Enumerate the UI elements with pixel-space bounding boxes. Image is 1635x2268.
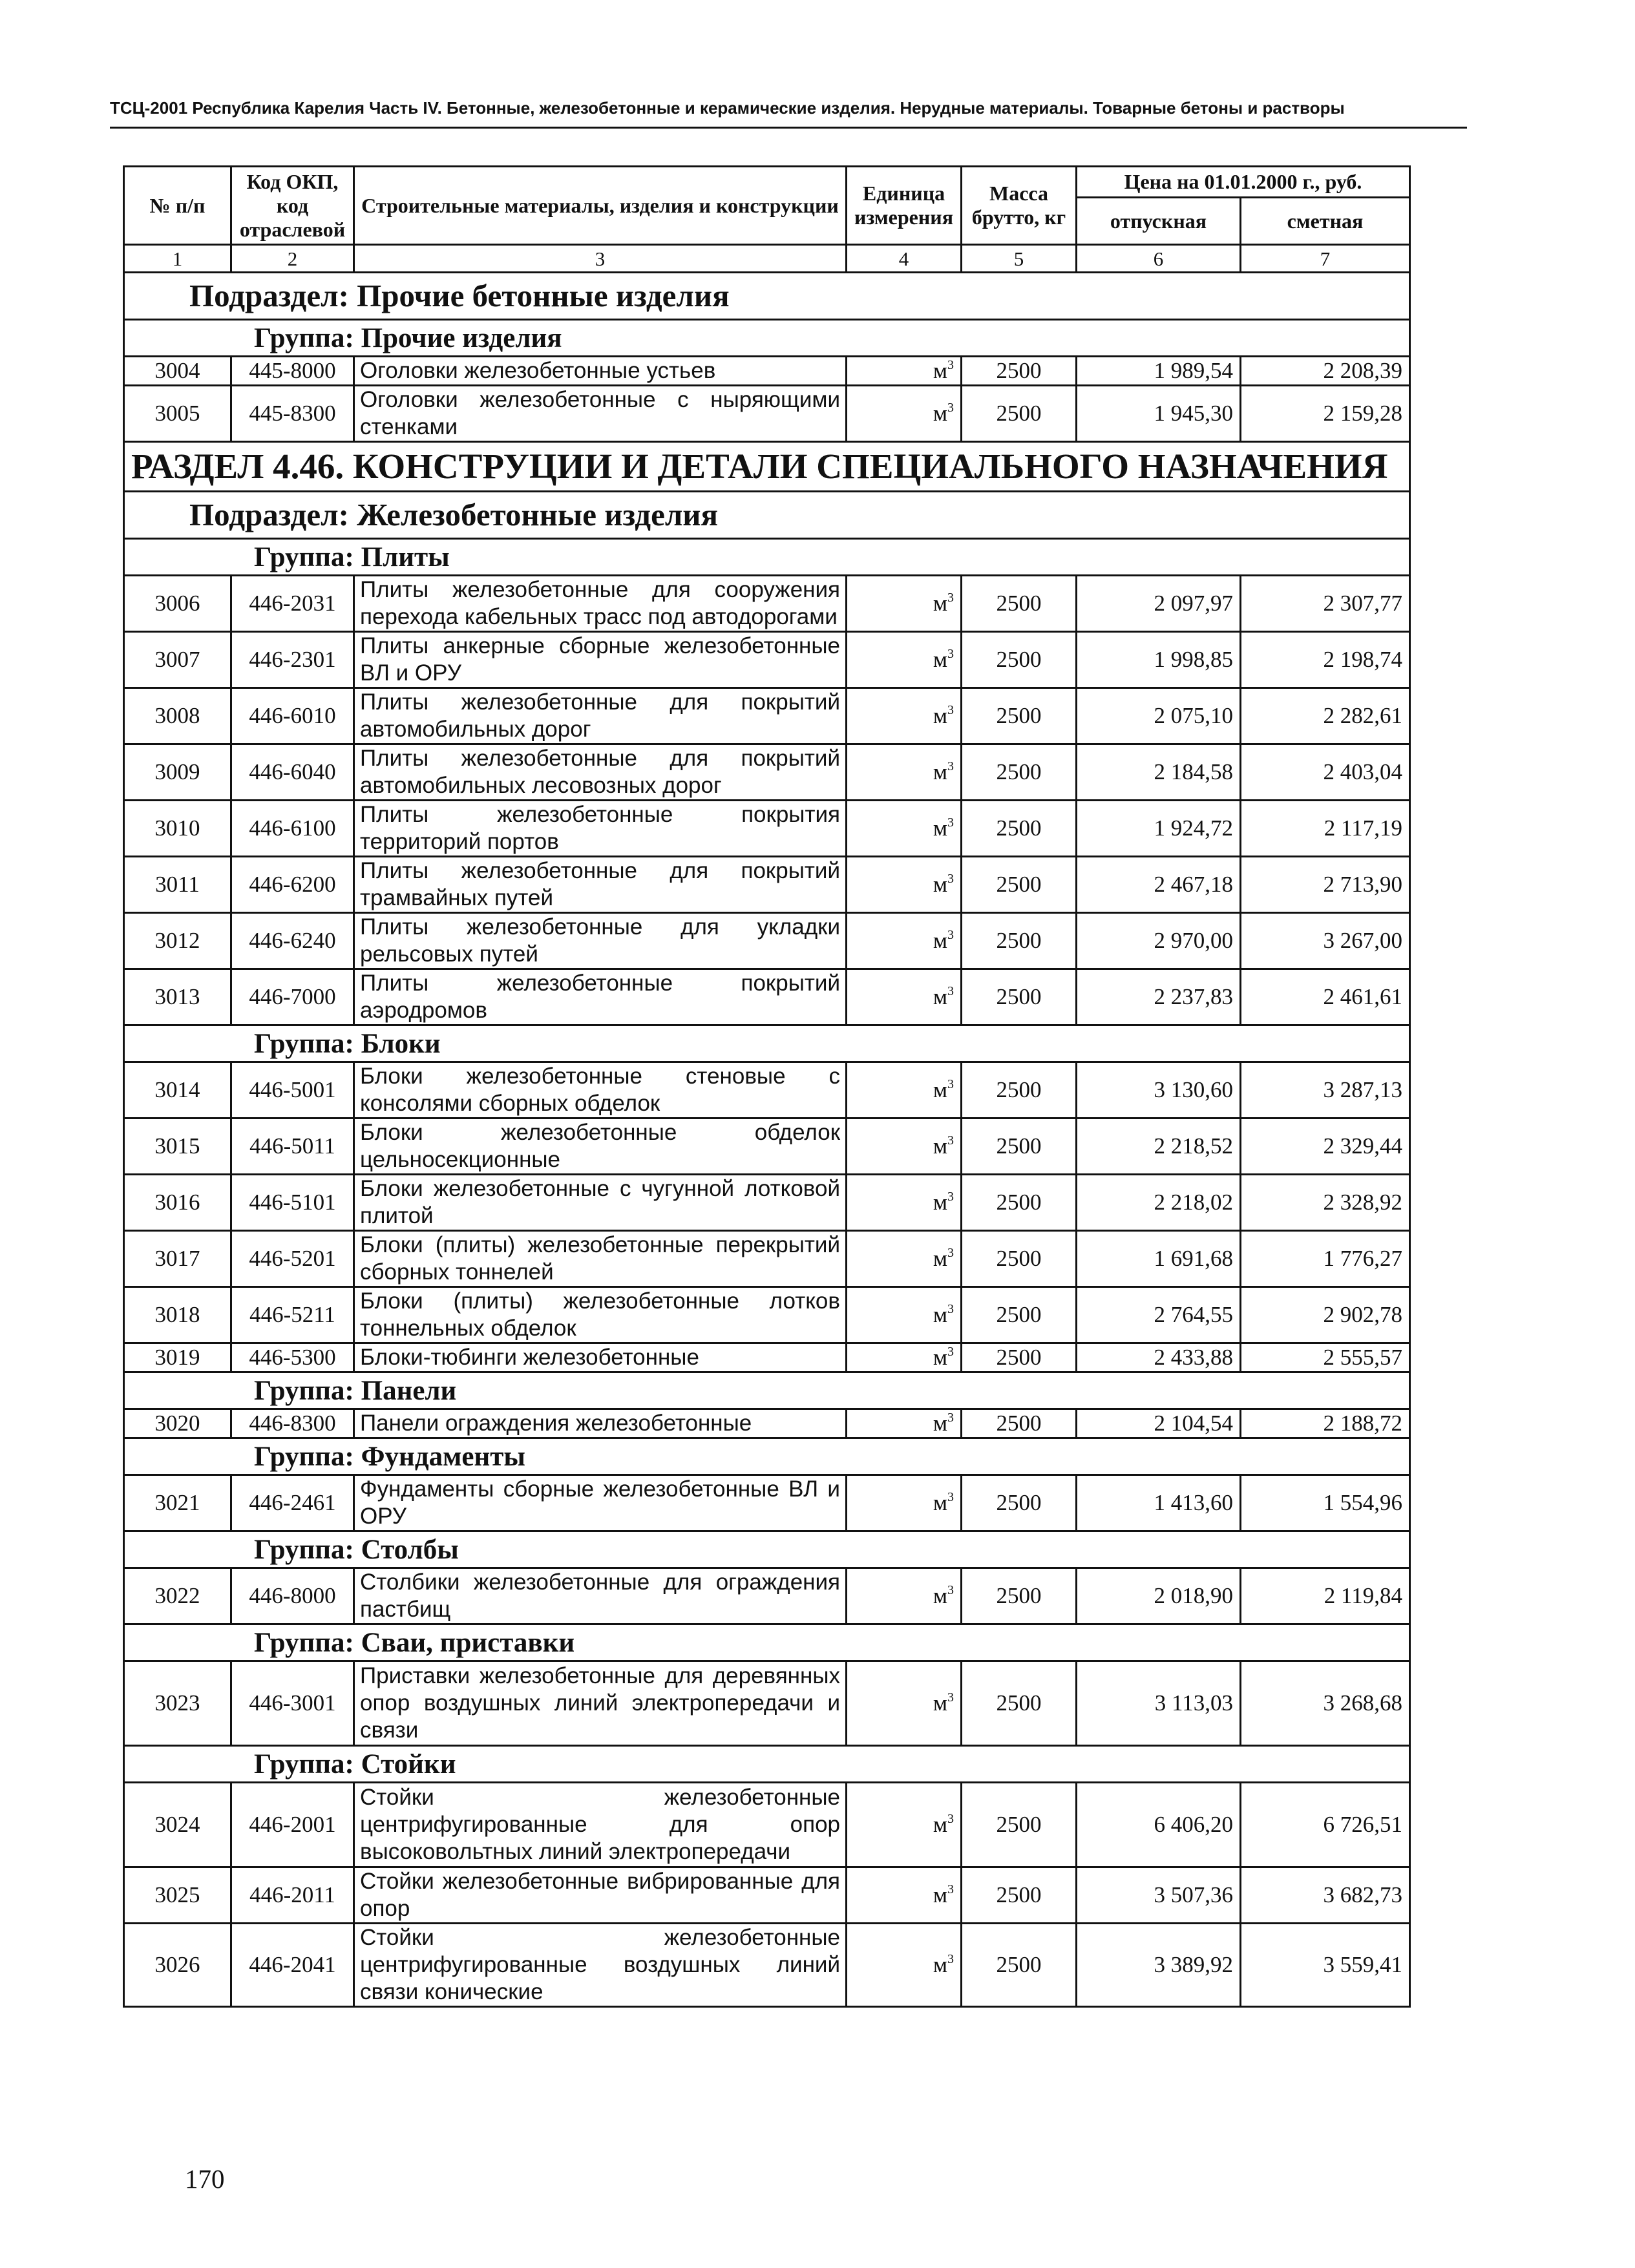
- row-number: 3006: [124, 576, 231, 632]
- unit: [847, 857, 962, 913]
- gross-mass: 2500: [962, 969, 1077, 1025]
- unit: [847, 386, 962, 442]
- item-name: Оголовки железобетонные устьев: [354, 357, 847, 386]
- unit-text: м: [933, 591, 947, 616]
- okp-code: 446-2461: [231, 1475, 354, 1531]
- table-row: [124, 1175, 1410, 1231]
- release-price: 2 218,02: [1077, 1175, 1241, 1231]
- unit: [847, 744, 962, 801]
- col-release-price-header: отпускная: [1077, 198, 1241, 245]
- col-name-header: Строительные материалы, изделия и конструкции: [354, 167, 847, 245]
- column-number: 7: [1241, 245, 1410, 273]
- release-price: 2 764,55: [1077, 1287, 1241, 1343]
- group-heading-row: [124, 1372, 1410, 1409]
- unit: [847, 1062, 962, 1118]
- table-row: [124, 688, 1410, 744]
- column-number: 3: [354, 245, 847, 273]
- unit-exponent: 3: [947, 1302, 954, 1317]
- release-price: 6 406,20: [1077, 1783, 1241, 1867]
- okp-code: 446-3001: [231, 1661, 354, 1746]
- release-price: 2 104,54: [1077, 1409, 1241, 1438]
- row-number: 3012: [124, 913, 231, 969]
- unit: [847, 913, 962, 969]
- item-name: Блоки железобетонные с чугунной лотковой плитой: [354, 1175, 847, 1231]
- column-number: 1: [124, 245, 231, 273]
- unit-text: м: [933, 1882, 947, 1908]
- item-name: Блоки (плиты) железобетонные перекрытий сборных тоннелей: [354, 1231, 847, 1287]
- release-price: 2 218,52: [1077, 1118, 1241, 1175]
- release-price: 3 113,03: [1077, 1661, 1241, 1746]
- row-number: 3010: [124, 801, 231, 857]
- estimate-price: 2 117,19: [1241, 801, 1410, 857]
- item-name: Плиты железобетонные для укладки рельсовых путей: [354, 913, 847, 969]
- col-mass-header: Масса брутто, кг: [962, 167, 1077, 245]
- unit-exponent: 3: [947, 815, 954, 830]
- release-price: 2 237,83: [1077, 969, 1241, 1025]
- unit-exponent: 3: [947, 1490, 954, 1505]
- unit: [847, 576, 962, 632]
- unit-exponent: 3: [947, 928, 954, 943]
- unit: [847, 1409, 962, 1438]
- gross-mass: 2500: [962, 1924, 1077, 2007]
- okp-code: 446-6040: [231, 744, 354, 801]
- okp-code: 446-5001: [231, 1062, 354, 1118]
- estimate-price: 2 119,84: [1241, 1568, 1410, 1624]
- row-number: 3014: [124, 1062, 231, 1118]
- unit-exponent: 3: [947, 872, 954, 887]
- running-title-rule: [110, 127, 1467, 129]
- table-row: [124, 1062, 1410, 1118]
- table-row: [124, 857, 1410, 913]
- table-row: [124, 1661, 1410, 1746]
- table-row: [124, 801, 1410, 857]
- group-heading: Группа: Плиты: [124, 539, 1410, 576]
- row-number: 3021: [124, 1475, 231, 1531]
- unit-text: м: [933, 759, 947, 785]
- okp-code: 446-8000: [231, 1568, 354, 1624]
- item-name: Плиты железобетонные для сооружения перехода кабельных трасс под автодорогами: [354, 576, 847, 632]
- table-row: [124, 744, 1410, 801]
- gross-mass: 2500: [962, 688, 1077, 744]
- estimate-price: 2 713,90: [1241, 857, 1410, 913]
- item-name: Приставки железобетонные для деревянных опор воздушных линий электропередачи и связи: [354, 1661, 847, 1746]
- release-price: 2 467,18: [1077, 857, 1241, 913]
- item-name: Плиты железобетонные для покрытий автомобильных лесовозных дорог: [354, 744, 847, 801]
- table-body: [124, 245, 1410, 2007]
- row-number: 3026: [124, 1924, 231, 2007]
- unit-text: м: [933, 401, 947, 426]
- unit: [847, 1568, 962, 1624]
- table-row: [124, 1475, 1410, 1531]
- estimate-price: 2 902,78: [1241, 1287, 1410, 1343]
- estimate-price: 2 329,44: [1241, 1118, 1410, 1175]
- unit-exponent: 3: [947, 759, 954, 774]
- release-price: 3 507,36: [1077, 1867, 1241, 1924]
- release-price: 1 998,85: [1077, 632, 1241, 688]
- unit: [847, 1924, 962, 2007]
- unit-text: м: [933, 703, 947, 729]
- section-heading-row: [124, 442, 1410, 492]
- row-number: 3020: [124, 1409, 231, 1438]
- group-heading: Группа: Блоки: [124, 1025, 1410, 1062]
- release-price: 1 691,68: [1077, 1231, 1241, 1287]
- section-heading: РАЗДЕЛ 4.46. КОНСТРУЦИИ И ДЕТАЛИ СПЕЦИАЛЬНОГО НАЗНАЧЕНИЯ: [124, 442, 1410, 492]
- unit-text: м: [933, 815, 947, 841]
- unit-exponent: 3: [947, 591, 954, 605]
- unit-text: м: [933, 1133, 947, 1159]
- unit: [847, 1867, 962, 1924]
- gross-mass: 2500: [962, 913, 1077, 969]
- item-name: Плиты железобетонные покрытия территорий портов: [354, 801, 847, 857]
- okp-code: 445-8000: [231, 357, 354, 386]
- unit-text: м: [933, 1411, 947, 1436]
- group-heading-row: [124, 1531, 1410, 1568]
- item-name: Стойки железобетонные вибрированные для опор: [354, 1867, 847, 1924]
- unit-text: м: [933, 1190, 947, 1215]
- group-heading: Группа: Столбы: [124, 1531, 1410, 1568]
- estimate-price: 1 776,27: [1241, 1231, 1410, 1287]
- unit-text: м: [933, 984, 947, 1010]
- table-row: [124, 357, 1410, 386]
- unit-exponent: 3: [947, 647, 954, 662]
- gross-mass: 2500: [962, 632, 1077, 688]
- okp-code: 445-8300: [231, 386, 354, 442]
- unit-text: м: [933, 1246, 947, 1272]
- unit-text: м: [933, 358, 947, 384]
- gross-mass: 2500: [962, 857, 1077, 913]
- okp-code: 446-5101: [231, 1175, 354, 1231]
- item-name: Стойки железобетонные центрифугированные воздушных линий связи конические: [354, 1924, 847, 2007]
- gross-mass: 2500: [962, 1118, 1077, 1175]
- subsection-heading-row: [124, 492, 1410, 539]
- unit: [847, 357, 962, 386]
- group-heading-row: [124, 320, 1410, 357]
- estimate-price: 2 307,77: [1241, 576, 1410, 632]
- subsection-heading: Подраздел: Прочие бетонные изделия: [124, 273, 1410, 320]
- unit-exponent: 3: [947, 984, 954, 999]
- row-number: 3011: [124, 857, 231, 913]
- table-row: [124, 1118, 1410, 1175]
- gross-mass: 2500: [962, 1343, 1077, 1372]
- okp-code: 446-6100: [231, 801, 354, 857]
- okp-code: 446-5300: [231, 1343, 354, 1372]
- unit-text: м: [933, 1952, 947, 1978]
- gross-mass: 2500: [962, 1475, 1077, 1531]
- unit-text: м: [933, 1302, 947, 1328]
- group-heading-row: [124, 1624, 1410, 1661]
- unit: [847, 1343, 962, 1372]
- release-price: 2 075,10: [1077, 688, 1241, 744]
- item-name: Плиты анкерные сборные железобетонные ВЛ и ОРУ: [354, 632, 847, 688]
- item-name: Плиты железобетонные для покрытий трамвайных путей: [354, 857, 847, 913]
- page-number: 170: [185, 2164, 225, 2194]
- table-header: [124, 167, 1410, 245]
- gross-mass: 2500: [962, 1062, 1077, 1118]
- release-price: 2 970,00: [1077, 913, 1241, 969]
- unit-text: м: [933, 1690, 947, 1716]
- column-number-row: [124, 245, 1410, 273]
- table-row: [124, 1867, 1410, 1924]
- table-row: [124, 1231, 1410, 1287]
- unit-text: м: [933, 1583, 947, 1609]
- item-name: Оголовки железобетонные с ныряющими стенками: [354, 386, 847, 442]
- okp-code: 446-2001: [231, 1783, 354, 1867]
- table-row: [124, 1783, 1410, 1867]
- unit-text: м: [933, 1812, 947, 1838]
- unit-text: м: [933, 1490, 947, 1516]
- unit: [847, 1475, 962, 1531]
- row-number: 3022: [124, 1568, 231, 1624]
- row-number: 3009: [124, 744, 231, 801]
- gross-mass: 2500: [962, 1867, 1077, 1924]
- group-heading: Группа: Прочие изделия: [124, 320, 1410, 357]
- table-row: [124, 1924, 1410, 2007]
- okp-code: 446-6240: [231, 913, 354, 969]
- column-number: 2: [231, 245, 354, 273]
- unit-text: м: [933, 647, 947, 673]
- item-name: Фундаменты сборные железобетонные ВЛ и ОРУ: [354, 1475, 847, 1531]
- okp-code: 446-2301: [231, 632, 354, 688]
- gross-mass: 2500: [962, 576, 1077, 632]
- estimate-price: 2 282,61: [1241, 688, 1410, 744]
- unit-text: м: [933, 1345, 947, 1370]
- gross-mass: 2500: [962, 357, 1077, 386]
- item-name: Блоки железобетонные стеновые с консолями сборных обделок: [354, 1062, 847, 1118]
- item-name: Блоки (плиты) железобетонные лотков тоннельных обделок: [354, 1287, 847, 1343]
- estimate-price: 2 328,92: [1241, 1175, 1410, 1231]
- group-heading-row: [124, 539, 1410, 576]
- okp-code: 446-2031: [231, 576, 354, 632]
- gross-mass: 2500: [962, 801, 1077, 857]
- table-row: [124, 1287, 1410, 1343]
- row-number: 3016: [124, 1175, 231, 1231]
- group-heading: Группа: Стойки: [124, 1746, 1410, 1783]
- table-row: [124, 632, 1410, 688]
- group-heading: Группа: Фундаменты: [124, 1438, 1410, 1475]
- okp-code: 446-5011: [231, 1118, 354, 1175]
- subsection-heading-row: [124, 273, 1410, 320]
- col-num-header: № п/п: [124, 167, 231, 245]
- gross-mass: 2500: [962, 386, 1077, 442]
- unit-text: м: [933, 1077, 947, 1103]
- release-price: 2 018,90: [1077, 1568, 1241, 1624]
- okp-code: 446-7000: [231, 969, 354, 1025]
- col-okp-header: Код ОКП, код отраслевой: [231, 167, 354, 245]
- okp-code: 446-2041: [231, 1924, 354, 2007]
- estimate-price: 2 208,39: [1241, 357, 1410, 386]
- estimate-price: 3 559,41: [1241, 1924, 1410, 2007]
- item-name: Плиты железобетонные покрытий аэродромов: [354, 969, 847, 1025]
- subsection-heading: Подраздел: Железобетонные изделия: [124, 492, 1410, 539]
- column-number: 6: [1077, 245, 1241, 273]
- gross-mass: 2500: [962, 1783, 1077, 1867]
- unit-exponent: 3: [947, 1246, 954, 1261]
- table-row: [124, 1568, 1410, 1624]
- estimate-price: 3 287,13: [1241, 1062, 1410, 1118]
- group-heading-row: [124, 1438, 1410, 1475]
- col-price-header: Цена на 01.01.2000 г., руб.: [1077, 167, 1410, 198]
- table-row: [124, 1409, 1410, 1438]
- unit-exponent: 3: [947, 401, 954, 415]
- unit-text: м: [933, 872, 947, 898]
- estimate-price: 3 268,68: [1241, 1661, 1410, 1746]
- unit-exponent: 3: [947, 358, 954, 373]
- gross-mass: 2500: [962, 744, 1077, 801]
- estimate-price: 2 198,74: [1241, 632, 1410, 688]
- row-number: 3024: [124, 1783, 231, 1867]
- unit-exponent: 3: [947, 1690, 954, 1705]
- release-price: 1 924,72: [1077, 801, 1241, 857]
- table-row: [124, 1343, 1410, 1372]
- unit-exponent: 3: [947, 1882, 954, 1897]
- release-price: 1 413,60: [1077, 1475, 1241, 1531]
- estimate-price: 3 267,00: [1241, 913, 1410, 969]
- gross-mass: 2500: [962, 1661, 1077, 1746]
- unit: [847, 632, 962, 688]
- price-table: [123, 165, 1411, 2008]
- column-number: 5: [962, 245, 1077, 273]
- row-number: 3005: [124, 386, 231, 442]
- gross-mass: 2500: [962, 1568, 1077, 1624]
- item-name: Столбики железобетонные для ограждения пастбищ: [354, 1568, 847, 1624]
- group-heading-row: [124, 1746, 1410, 1783]
- table-row: [124, 969, 1410, 1025]
- item-name: Блоки железобетонные обделок цельносекционные: [354, 1118, 847, 1175]
- running-title: ТСЦ-2001 Республика Карелия Часть IV. Бетонные, железобетонные и керамические изделия. Нерудные материалы. Товарные бетоны и растворы: [110, 98, 1345, 118]
- row-number: 3018: [124, 1287, 231, 1343]
- unit-exponent: 3: [947, 1190, 954, 1204]
- release-price: 2 184,58: [1077, 744, 1241, 801]
- okp-code: 446-8300: [231, 1409, 354, 1438]
- col-unit-header: Единица измерения: [847, 167, 962, 245]
- row-number: 3004: [124, 357, 231, 386]
- gross-mass: 2500: [962, 1231, 1077, 1287]
- unit: [847, 688, 962, 744]
- table-row: [124, 576, 1410, 632]
- unit-exponent: 3: [947, 1077, 954, 1092]
- release-price: 2 097,97: [1077, 576, 1241, 632]
- table-row: [124, 386, 1410, 442]
- unit: [847, 801, 962, 857]
- gross-mass: 2500: [962, 1409, 1077, 1438]
- estimate-price: 1 554,96: [1241, 1475, 1410, 1531]
- estimate-price: 3 682,73: [1241, 1867, 1410, 1924]
- group-heading: Группа: Сваи, приставки: [124, 1624, 1410, 1661]
- group-heading: Группа: Панели: [124, 1372, 1410, 1409]
- estimate-price: 2 159,28: [1241, 386, 1410, 442]
- group-heading-row: [124, 1025, 1410, 1062]
- estimate-price: 2 555,57: [1241, 1343, 1410, 1372]
- unit: [847, 1287, 962, 1343]
- unit: [847, 1175, 962, 1231]
- unit-exponent: 3: [947, 1133, 954, 1148]
- row-number: 3025: [124, 1867, 231, 1924]
- unit-exponent: 3: [947, 703, 954, 718]
- row-number: 3023: [124, 1661, 231, 1746]
- gross-mass: 2500: [962, 1287, 1077, 1343]
- row-number: 3019: [124, 1343, 231, 1372]
- estimate-price: 2 461,61: [1241, 969, 1410, 1025]
- okp-code: 446-6200: [231, 857, 354, 913]
- row-number: 3015: [124, 1118, 231, 1175]
- estimate-price: 6 726,51: [1241, 1783, 1410, 1867]
- release-price: 1 945,30: [1077, 386, 1241, 442]
- okp-code: 446-5201: [231, 1231, 354, 1287]
- unit: [847, 969, 962, 1025]
- unit-exponent: 3: [947, 1345, 954, 1360]
- table-row: [124, 913, 1410, 969]
- unit-text: м: [933, 928, 947, 954]
- unit-exponent: 3: [947, 1583, 954, 1598]
- release-price: 2 433,88: [1077, 1343, 1241, 1372]
- item-name: Стойки железобетонные центрифугированные для опор высоковольтных линий электропередачи: [354, 1783, 847, 1867]
- row-number: 3008: [124, 688, 231, 744]
- release-price: 3 389,92: [1077, 1924, 1241, 2007]
- okp-code: 446-6010: [231, 688, 354, 744]
- release-price: 3 130,60: [1077, 1062, 1241, 1118]
- column-number: 4: [847, 245, 962, 273]
- item-name: Панели ограждения железобетонные: [354, 1409, 847, 1438]
- unit-exponent: 3: [947, 1411, 954, 1425]
- okp-code: 446-5211: [231, 1287, 354, 1343]
- unit: [847, 1231, 962, 1287]
- item-name: Плиты железобетонные для покрытий автомобильных дорог: [354, 688, 847, 744]
- unit-exponent: 3: [947, 1812, 954, 1827]
- row-number: 3007: [124, 632, 231, 688]
- estimate-price: 2 188,72: [1241, 1409, 1410, 1438]
- col-estimate-price-header: сметная: [1241, 198, 1410, 245]
- row-number: 3017: [124, 1231, 231, 1287]
- release-price: 1 989,54: [1077, 357, 1241, 386]
- estimate-price: 2 403,04: [1241, 744, 1410, 801]
- row-number: 3013: [124, 969, 231, 1025]
- unit: [847, 1661, 962, 1746]
- unit-exponent: 3: [947, 1952, 954, 1967]
- okp-code: 446-2011: [231, 1867, 354, 1924]
- gross-mass: 2500: [962, 1175, 1077, 1231]
- unit: [847, 1783, 962, 1867]
- unit: [847, 1118, 962, 1175]
- item-name: Блоки-тюбинги железобетонные: [354, 1343, 847, 1372]
